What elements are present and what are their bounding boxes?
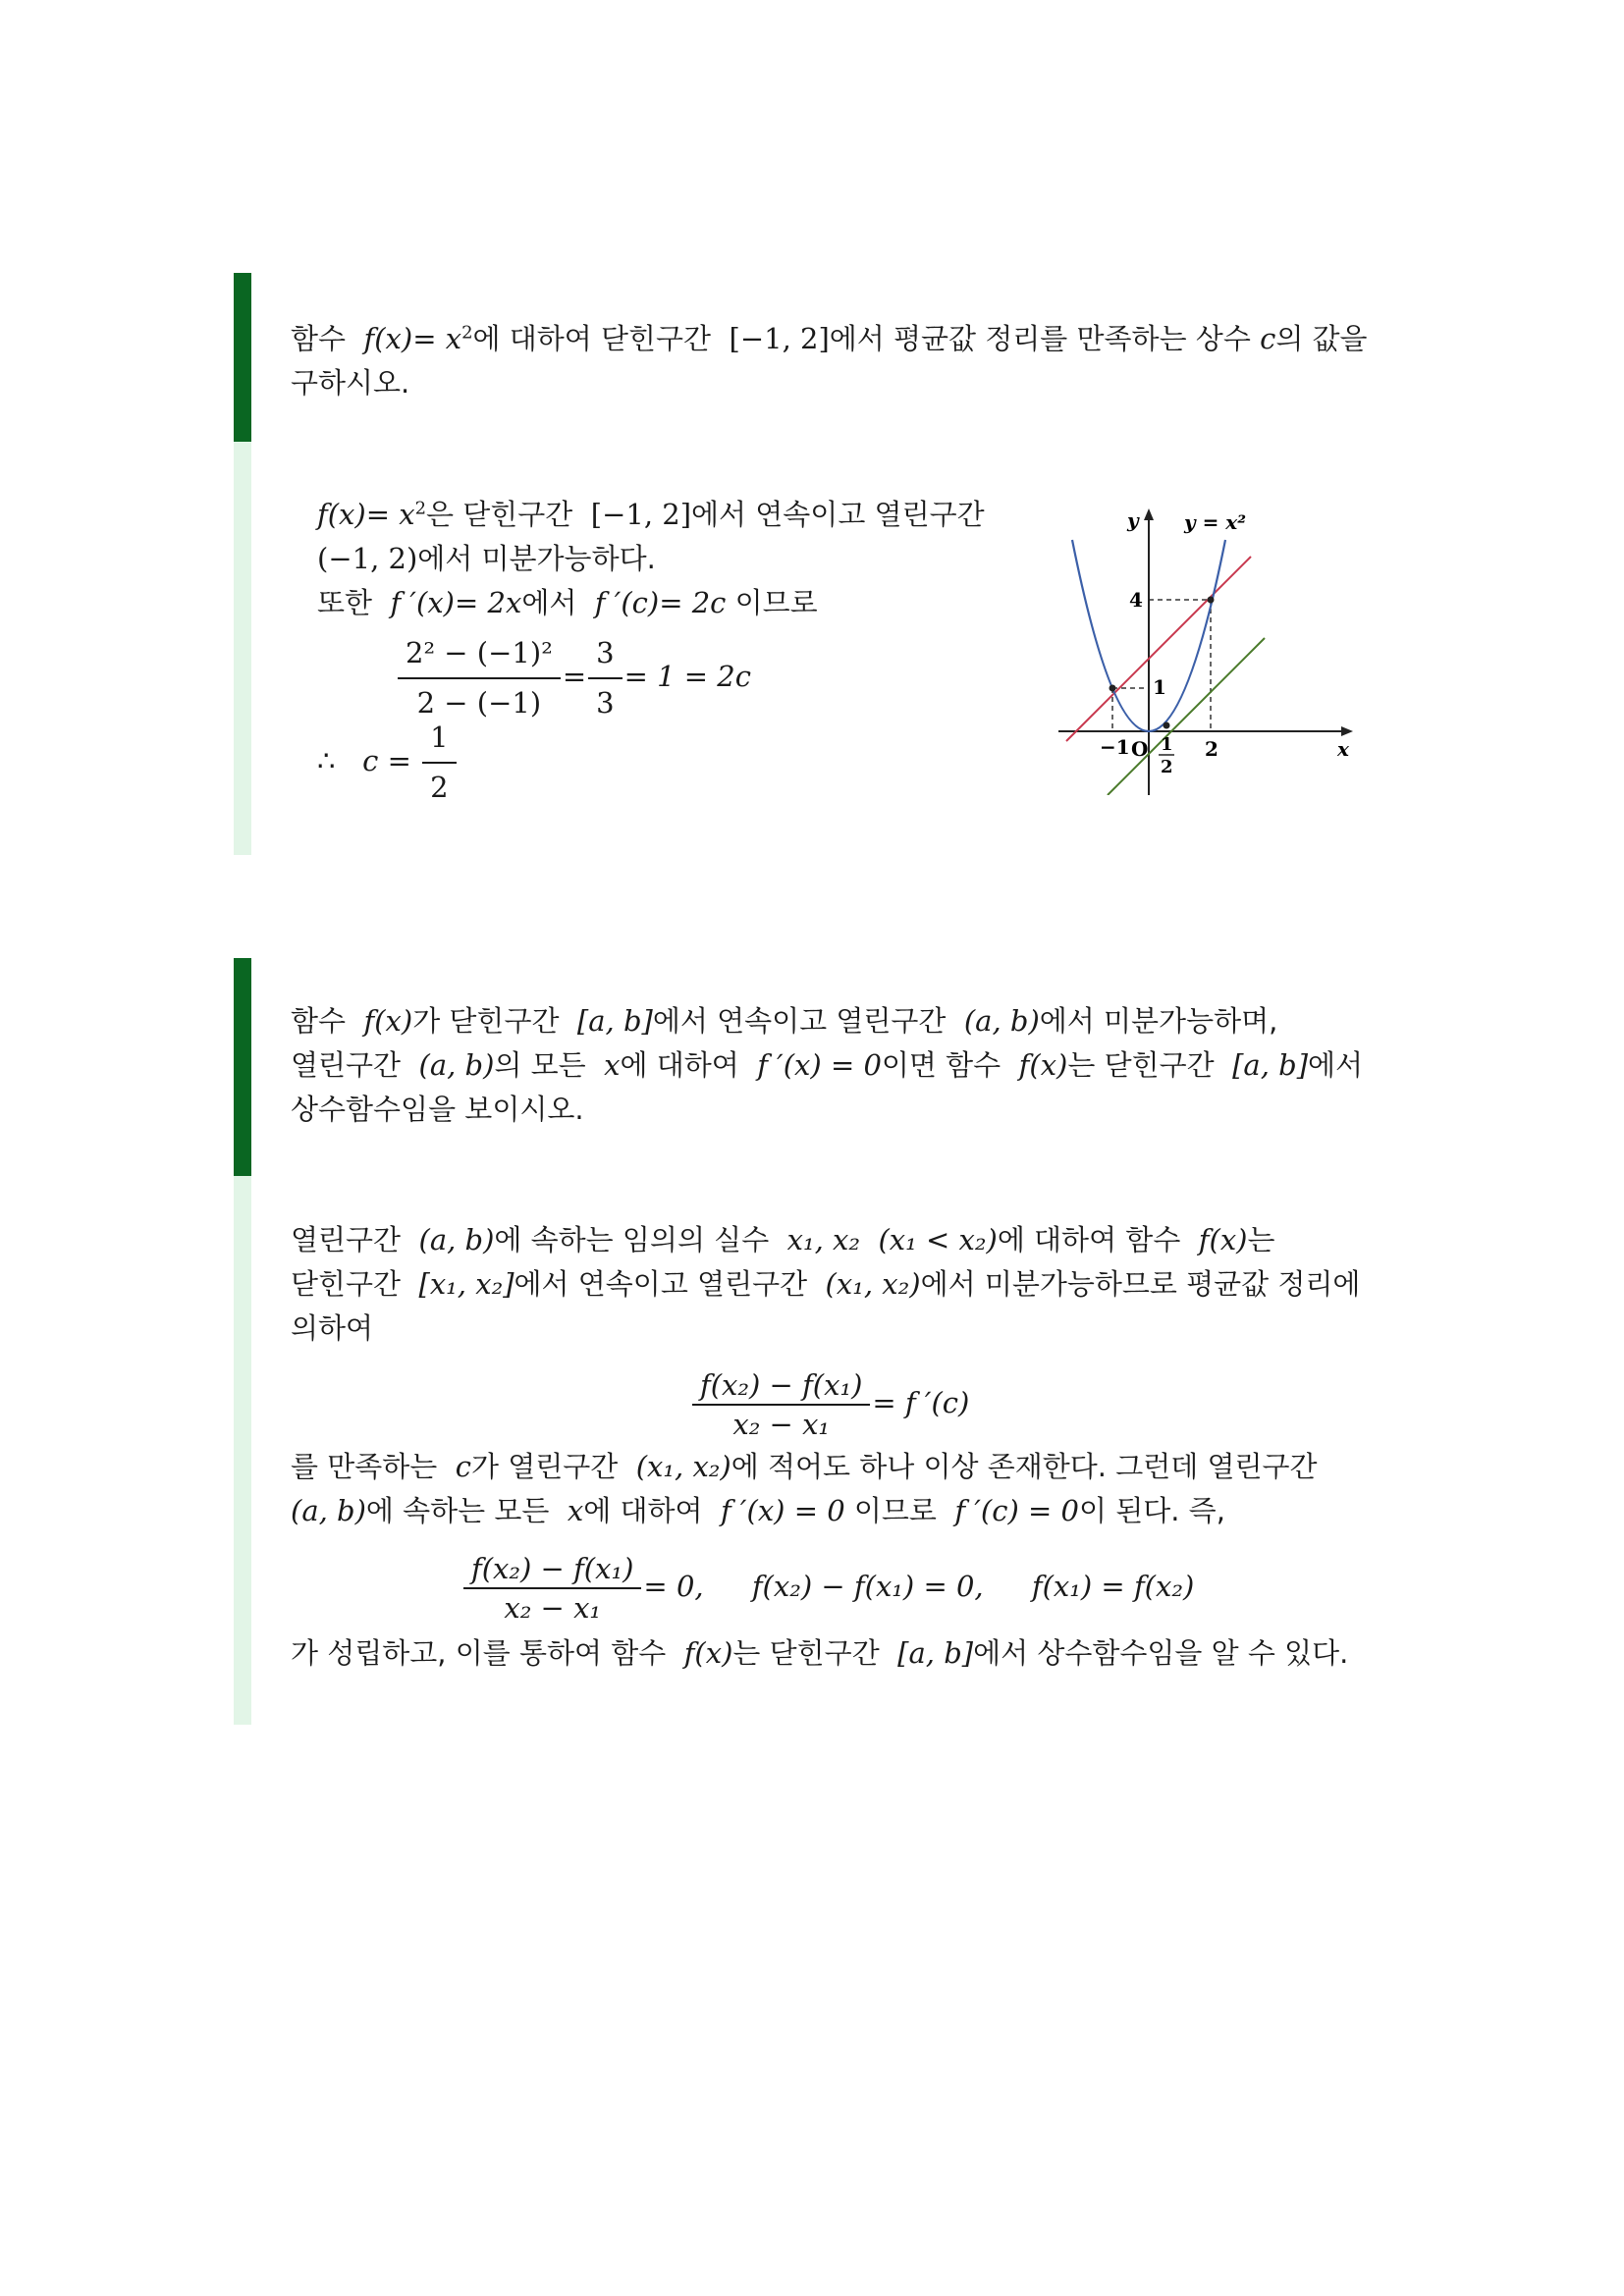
fraction: $\frac{\text{2² − (−1)²}}{2 - (-1)}$ xyxy=(398,631,561,725)
solution-fraction-line: $\frac{\text{2² − (−1)²}}{2 - (-1)}$ = $\frac{3}{3}$ = 1 = 2c xyxy=(396,631,985,710)
solution-marker-bar xyxy=(234,1176,251,1725)
x-axis-arrow xyxy=(1341,726,1353,736)
solution-line-3: 의하여 xyxy=(291,1311,374,1345)
parabola-graph xyxy=(1056,501,1361,795)
mvt-equation: $\frac{\text{f(x₂) − f(x₁)}}{\text{x₂ − x₁}}$ = f ′(c) xyxy=(690,1368,969,1441)
problem-1-question xyxy=(291,317,1368,405)
point-neg1 xyxy=(1110,685,1116,692)
y-axis-label: y xyxy=(1127,508,1139,532)
tick-label-2: 2 xyxy=(1205,737,1218,761)
secant-line xyxy=(1066,557,1251,741)
curve-label: y = x² xyxy=(1184,510,1246,534)
tick-label-half-num: 1 xyxy=(1161,734,1173,755)
solution-line-2: (−1, 2)에서 미분가능하다. xyxy=(317,542,656,575)
solution-result-line: ∴ c = $\frac{1}{2}$ xyxy=(317,716,985,794)
problem-2-question xyxy=(291,999,1363,1132)
tick-label-neg1: −1 xyxy=(1100,735,1130,759)
solution-line-1: 열린구간 (a, b)에 속하는 임의의 실수 x₁, x₂ (x₁ < x₂)에 대하여 함수 f(x)는 xyxy=(291,1223,1275,1256)
conclusion-equation: $\frac{\text{f(x₂) − f(x₁)}}{\text{x₂ − x₁}}$ = 0, f(x₂) − f(x₁) = 0, f(x₁) = f(x₂) xyxy=(461,1552,1194,1625)
fraction: $\frac{\text{f(x₂) − f(x₁)}}{\text{x₂ − x₁}}$ xyxy=(692,1368,870,1441)
problem-2-solution xyxy=(291,1218,1360,1351)
problem-2-solution-end xyxy=(291,1631,1348,1676)
solution-line-1: $f(x)= x^2$은 닫힌구간 [−1, 2]에서 연속이고 열린구간 xyxy=(317,498,985,531)
question-line-1: 함수 f(x)가 닫힌구간 [a, b]에서 연속이고 열린구간 (a, b)에서 미분가능하며, xyxy=(291,1004,1278,1038)
point-2 xyxy=(1208,597,1215,604)
fraction: $\frac{\text{f(x₂) − f(x₁)}}{\text{x₂ − x₁}}$ xyxy=(463,1552,641,1625)
question-line-3: 상수함수임을 보이시오. xyxy=(291,1093,584,1126)
solution-line-3: 또한 f ′(x)= 2x에서 f ′(c)= 2c 이므로 xyxy=(317,586,818,619)
question-line-2: 열린구간 (a, b)의 모든 x에 대하여 f ′(x) = 0이면 함수 f(x)는 닫힌구간 [a, b]에서 xyxy=(291,1048,1364,1082)
fraction: $\frac{3}{3}$ xyxy=(588,631,622,725)
x-axis-label: x xyxy=(1337,737,1349,761)
solution-line-5: (a, b)에 속하는 모든 x에 대하여 f ′(x) = 0 이므로 f ′(c) = 0이 된다. 즉, xyxy=(291,1494,1225,1527)
question-marker-bar xyxy=(234,958,251,1176)
y-axis-arrow xyxy=(1144,508,1154,520)
solution-line-6: 가 성립하고, 이를 통하여 함수 f(x)는 닫힌구간 [a, b]에서 상수함수임을 알 수 있다. xyxy=(291,1636,1349,1670)
solution-marker-bar xyxy=(234,442,251,855)
tangent-line xyxy=(1108,638,1265,795)
problem-1 xyxy=(234,273,1373,855)
tick-label-1: 1 xyxy=(1153,675,1166,699)
fraction: $\frac{1}{2}$ xyxy=(422,716,456,810)
question-line-1: 함수 $f(x)= x^2$에 대하여 닫힌구간 [−1, 2]에서 평균값 정리를 만족하는 상수 c의 값을 xyxy=(291,322,1368,355)
question-line-2: 구하시오. xyxy=(291,366,410,400)
question-marker-bar xyxy=(234,273,251,442)
tick-label-half-den: 2 xyxy=(1161,757,1173,777)
origin-label: O xyxy=(1131,737,1149,761)
problem-1-solution xyxy=(317,493,985,804)
solution-line-2: 닫힌구간 [x₁, x₂]에서 연속이고 열린구간 (x₁, x₂)에서 미분가능하므로 평균값 정리에 xyxy=(291,1267,1361,1301)
point-half xyxy=(1164,722,1170,729)
solution-line-4: 를 만족하는 c가 열린구간 (x₁, x₂)에 적어도 하나 이상 존재한다. 그런데 열린구간 xyxy=(291,1450,1318,1483)
tick-label-4: 4 xyxy=(1129,588,1143,612)
problem-2 xyxy=(234,958,1373,1725)
problem-2-solution-cont xyxy=(291,1445,1318,1533)
